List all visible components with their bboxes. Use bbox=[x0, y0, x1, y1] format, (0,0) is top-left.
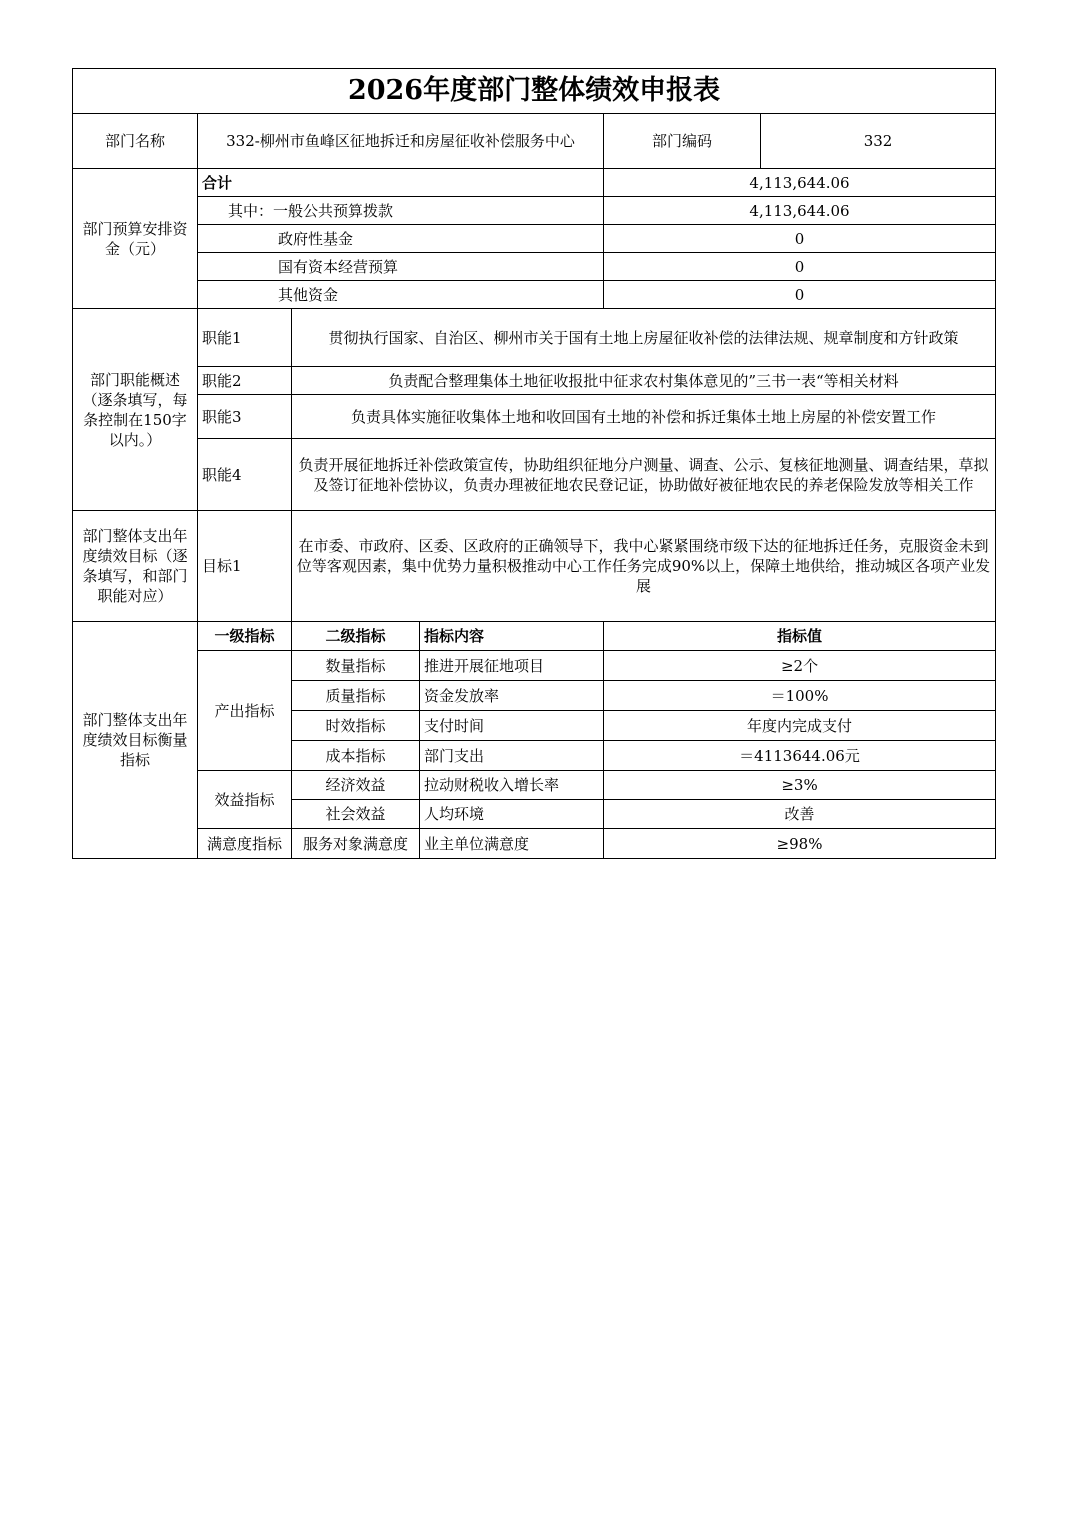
content-cell: 推进开展征地项目 bbox=[420, 651, 604, 681]
budget-row-value: 0 bbox=[604, 253, 996, 281]
value-cell: 改善 bbox=[604, 800, 996, 829]
functions-label: 部门职能概述（逐条填写，每条控制在150字以内。） bbox=[73, 309, 198, 511]
content-cell: 部门支出 bbox=[420, 741, 604, 771]
value-cell: ＝4113644.06元 bbox=[604, 741, 996, 771]
content-cell: 拉动财税收入增长率 bbox=[420, 771, 604, 800]
level2-cell: 经济效益 bbox=[292, 771, 420, 800]
function-text: 贯彻执行国家、自治区、柳州市关于国有土地上房屋征收补偿的法律法规、规章制度和方针政策 bbox=[292, 309, 996, 367]
content-cell: 资金发放率 bbox=[420, 681, 604, 711]
header-level2: 二级指标 bbox=[292, 622, 420, 651]
dept-name-value: 332-柳州市鱼峰区征地拆迁和房屋征收补偿服务中心 bbox=[198, 114, 604, 169]
performance-table bbox=[72, 68, 996, 859]
header-value: 指标值 bbox=[604, 622, 996, 651]
budget-row-value: 4,113,644.06 bbox=[604, 197, 996, 225]
dept-name-label: 部门名称 bbox=[73, 114, 198, 169]
budget-row-label: 政府性基金 bbox=[198, 225, 604, 253]
budget-row-value: 4,113,644.06 bbox=[604, 169, 996, 197]
content-cell: 业主单位满意度 bbox=[420, 829, 604, 859]
page-title: 2026年度部门整体绩效申报表 bbox=[73, 69, 996, 114]
function-text: 负责配合整理集体土地征收报批中征求农村集体意见的”三书一表“等相关材料 bbox=[292, 367, 996, 395]
header-content: 指标内容 bbox=[420, 622, 604, 651]
level2-cell: 时效指标 bbox=[292, 711, 420, 741]
value-cell: ≥3% bbox=[604, 771, 996, 800]
budget-row-value: 0 bbox=[604, 225, 996, 253]
content-cell: 人均环境 bbox=[420, 800, 604, 829]
budget-row-value: 0 bbox=[604, 281, 996, 309]
function-label: 职能4 bbox=[198, 439, 292, 511]
level2-cell: 社会效益 bbox=[292, 800, 420, 829]
budget-label: 部门预算安排资金（元） bbox=[73, 169, 198, 309]
budget-row-label: 国有资本经营预算 bbox=[198, 253, 604, 281]
goal-text: 在市委、市政府、区委、区政府的正确领导下，我中心紧紧围绕市级下达的征地拆迁任务，克服资金未到位等客观因素，集中优势力量积极推动中心工作任务完成90%以上，保障土地供给，推动城区各项产业发展 bbox=[292, 511, 996, 622]
level2-cell: 质量指标 bbox=[292, 681, 420, 711]
budget-row-label: 合计 bbox=[198, 169, 604, 197]
goals-label: 部门整体支出年度绩效目标（逐条填写，和部门职能对应） bbox=[73, 511, 198, 622]
function-label: 职能2 bbox=[198, 367, 292, 395]
value-cell: ≥2个 bbox=[604, 651, 996, 681]
dept-code-value: 332 bbox=[761, 114, 996, 169]
level1-output: 产出指标 bbox=[198, 651, 292, 771]
level1-benefit: 效益指标 bbox=[198, 771, 292, 829]
level2-cell: 服务对象满意度 bbox=[292, 829, 420, 859]
indicators-label: 部门整体支出年度绩效目标衡量指标 bbox=[73, 622, 198, 859]
dept-code-label: 部门编码 bbox=[604, 114, 761, 169]
goal-label: 目标1 bbox=[198, 511, 292, 622]
value-cell: 年度内完成支付 bbox=[604, 711, 996, 741]
function-label: 职能1 bbox=[198, 309, 292, 367]
function-label: 职能3 bbox=[198, 395, 292, 439]
function-text: 负责具体实施征收集体土地和收回国有土地的补偿和拆迁集体土地上房屋的补偿安置工作 bbox=[292, 395, 996, 439]
budget-row-label: 其他资金 bbox=[198, 281, 604, 309]
budget-row-label: 其中：一般公共预算拨款 bbox=[198, 197, 604, 225]
header-level1: 一级指标 bbox=[198, 622, 292, 651]
value-cell: ＝100% bbox=[604, 681, 996, 711]
function-text: 负责开展征地拆迁补偿政策宣传，协助组织征地分户测量、调查、公示、复核征地测量、调查结果，草拟及签订征地补偿协议，负责办理被征地农民登记证，协助做好被征地农民的养老保险发放等相关工作 bbox=[292, 439, 996, 511]
value-cell: ≥98% bbox=[604, 829, 996, 859]
content-cell: 支付时间 bbox=[420, 711, 604, 741]
level1-satisfaction: 满意度指标 bbox=[198, 829, 292, 859]
level2-cell: 成本指标 bbox=[292, 741, 420, 771]
level2-cell: 数量指标 bbox=[292, 651, 420, 681]
